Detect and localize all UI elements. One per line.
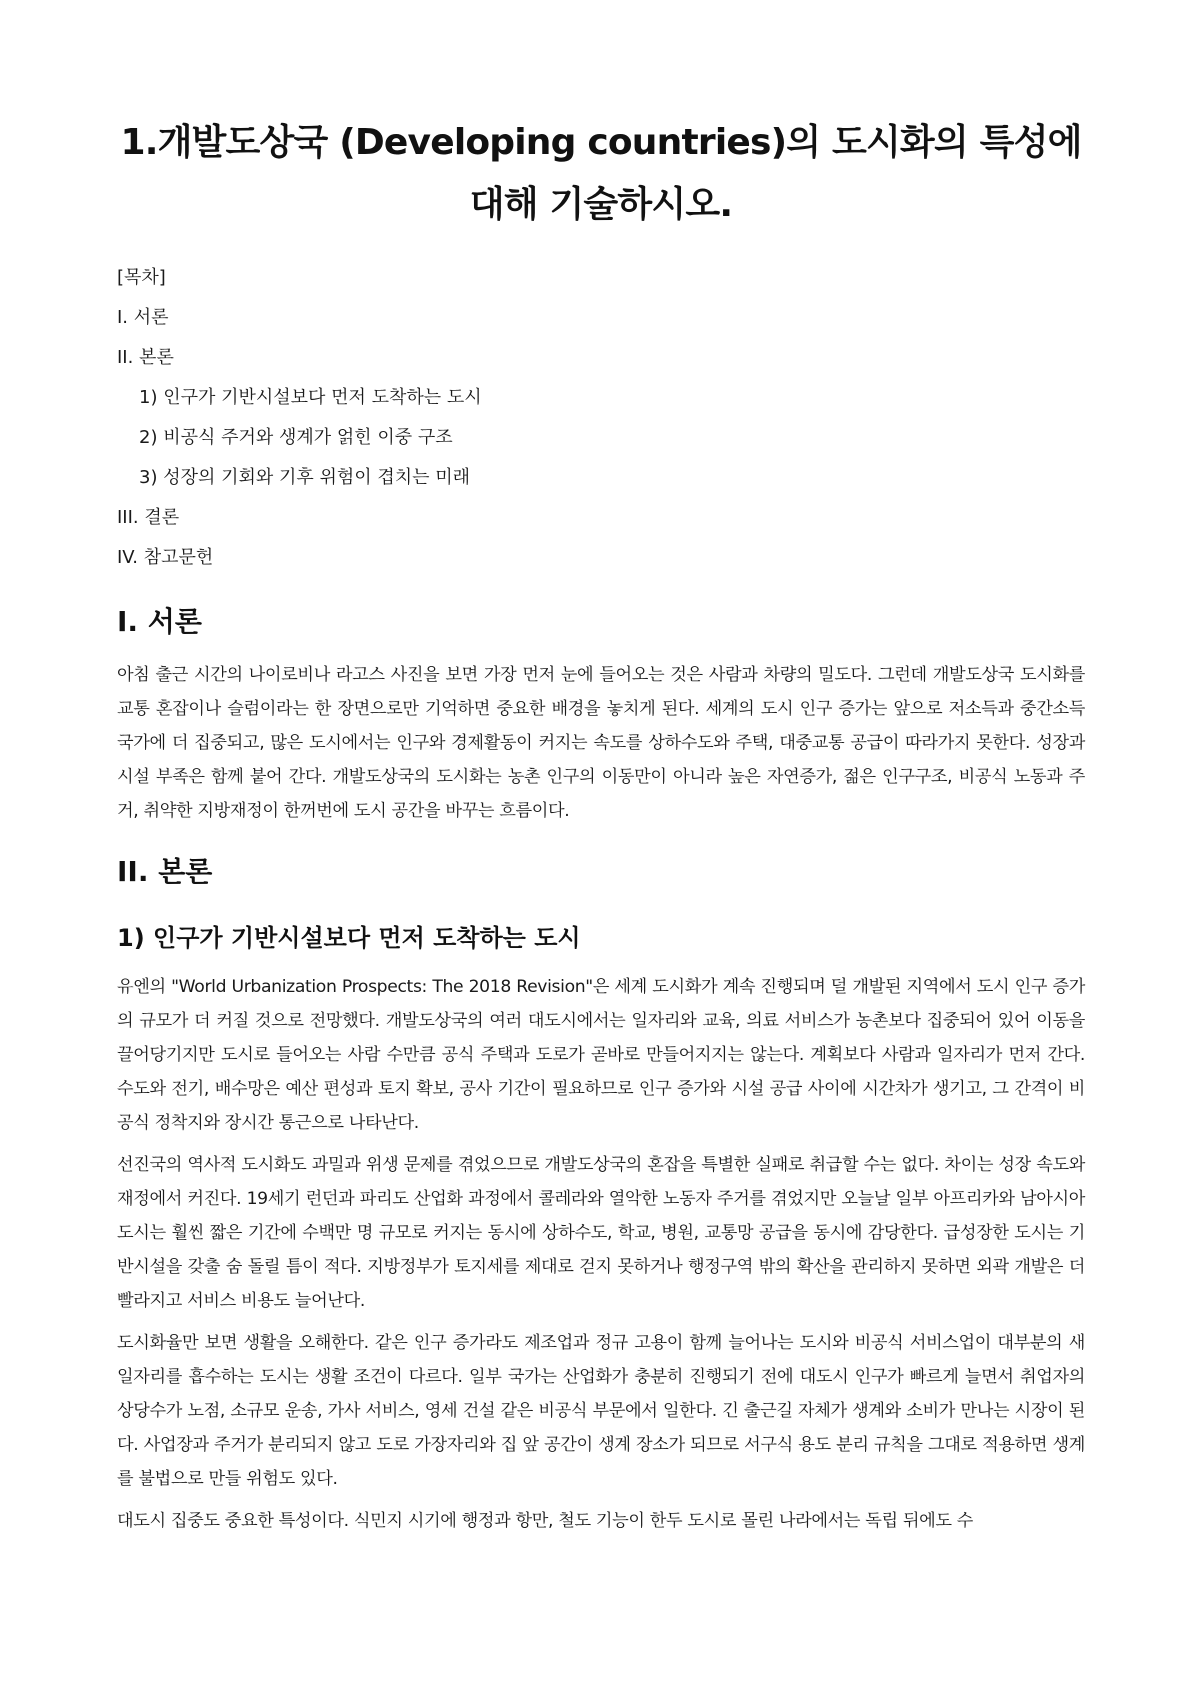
toc-subitem: 2) 비공식 주거와 생계가 얽힌 이중 구조 bbox=[139, 427, 453, 448]
toc-heading: [목차] bbox=[117, 267, 166, 288]
table-of-contents bbox=[117, 258, 1085, 578]
toc-item: IV. 참고문헌 bbox=[117, 547, 214, 568]
body-paragraph: 유엔의 "World Urbanization Prospects: The 2018 Revision"은 세계 도시화가 계속 진행되며 덜 개발된 지역에서 도시 인구 증가의 규모가 더 커질 것으로 전망했다. 개발도상국의 여러 대도시에서는 일자리와 교육, 의료 서비스가 농촌보다 집중되어 있어 이동을 끌어당기지만 도시로 들어오는 사람 수만큼 공식 주택과 도로가 곧바로 만들어지지는 않는다. 계획보다 사람과 일자리가 먼저 간다. 수도와 전기, 배수망은 예산 편성과 토지 확보, 공사 기간이 필요하므로 인구 증가와 시설 공급 사이에 시간차가 생기고, 그 간격이 비공식 정착지와 장시간 통근으로 나타난다. bbox=[117, 977, 1085, 1133]
body-paragraph: 선진국의 역사적 도시화도 과밀과 위생 문제를 겪었으므로 개발도상국의 혼잡을 특별한 실패로 취급할 수는 없다. 차이는 성장 속도와 재정에서 커진다. 19세기 런던과 파리도 산업화 과정에서 콜레라와 열악한 노동자 주거를 겪었지만 오늘날 일부 아프리카와 남아시아 도시는 훨씬 짧은 기간에 수백만 명 규모로 커지는 동시에 상하수도, 학교, 병원, 교통망 공급을 동시에 감당한다. 급성장한 도시는 기반시설을 갖출 숨 돌릴 틈이 적다. 지방정부가 토지세를 제대로 걷지 못하거나 행정구역 밖의 확산을 관리하지 못하면 외곽 개발은 더 빨라지고 서비스 비용도 늘어난다. bbox=[117, 1155, 1085, 1311]
body-paragraph: 도시화율만 보면 생활을 오해한다. 같은 인구 증가라도 제조업과 정규 고용이 함께 늘어나는 도시와 비공식 서비스업이 대부분의 새 일자리를 흡수하는 도시는 생활 조건이 다르다. 일부 국가는 산업화가 충분히 진행되기 전에 대도시 인구가 빠르게 늘면서 취업자의 상당수가 노점, 소규모 운송, 가사 서비스, 영세 건설 같은 비공식 부문에서 일한다. 긴 출근길 자체가 생계와 소비가 만나는 시장이 된다. 사업장과 주거가 분리되지 않고 도로 가장자리와 집 앞 공간이 생계 장소가 되므로 서구식 용도 분리 규칙을 그대로 적용하면 생계를 불법으로 만들 위험도 있다. bbox=[117, 1333, 1085, 1489]
subsection-heading-1: 1) 인구가 기반시설보다 먼저 도착하는 도시 bbox=[117, 924, 581, 952]
toc-item: II. 본론 bbox=[117, 347, 174, 368]
document-page bbox=[117, 112, 1085, 1546]
toc-subitem: 3) 성장의 기회와 기후 위험이 겹치는 미래 bbox=[139, 467, 471, 488]
section-heading-introduction: I. 서론 bbox=[117, 605, 202, 638]
document-title: 1.개발도상국 (Developing countries)의 도시화의 특성에 대해 기술하시오. bbox=[120, 122, 1082, 225]
intro-paragraph: 아침 출근 시간의 나이로비나 라고스 사진을 보면 가장 먼저 눈에 들어오는 것은 사람과 차량의 밀도다. 그런데 개발도상국 도시화를 교통 혼잡이나 슬럼이라는 한 장면으로만 기억하면 중요한 배경을 놓치게 된다. 세계의 도시 인구 증가는 앞으로 저소득과 중간소득 국가에 더 집중되고, 많은 도시에서는 인구와 경제활동이 커지는 속도를 상하수도와 주택, 대중교통 공급이 따라가지 못한다. 성장과 시설 부족은 함께 붙어 간다. 개발도상국의 도시화는 농촌 인구의 이동만이 아니라 높은 자연증가, 젊은 인구구조, 비공식 노동과 주거, 취약한 지방재정이 한꺼번에 도시 공간을 바꾸는 흐름이다. bbox=[117, 665, 1085, 821]
toc-subitem: 1) 인구가 기반시설보다 먼저 도착하는 도시 bbox=[139, 387, 482, 408]
toc-item: III. 결론 bbox=[117, 507, 180, 528]
toc-item: I. 서론 bbox=[117, 307, 169, 328]
section-heading-body: II. 본론 bbox=[117, 855, 213, 888]
body-paragraph: 대도시 집중도 중요한 특성이다. 식민지 시기에 행정과 항만, 철도 기능이 한두 도시로 몰린 나라에서는 독립 뒤에도 수 bbox=[117, 1511, 973, 1531]
